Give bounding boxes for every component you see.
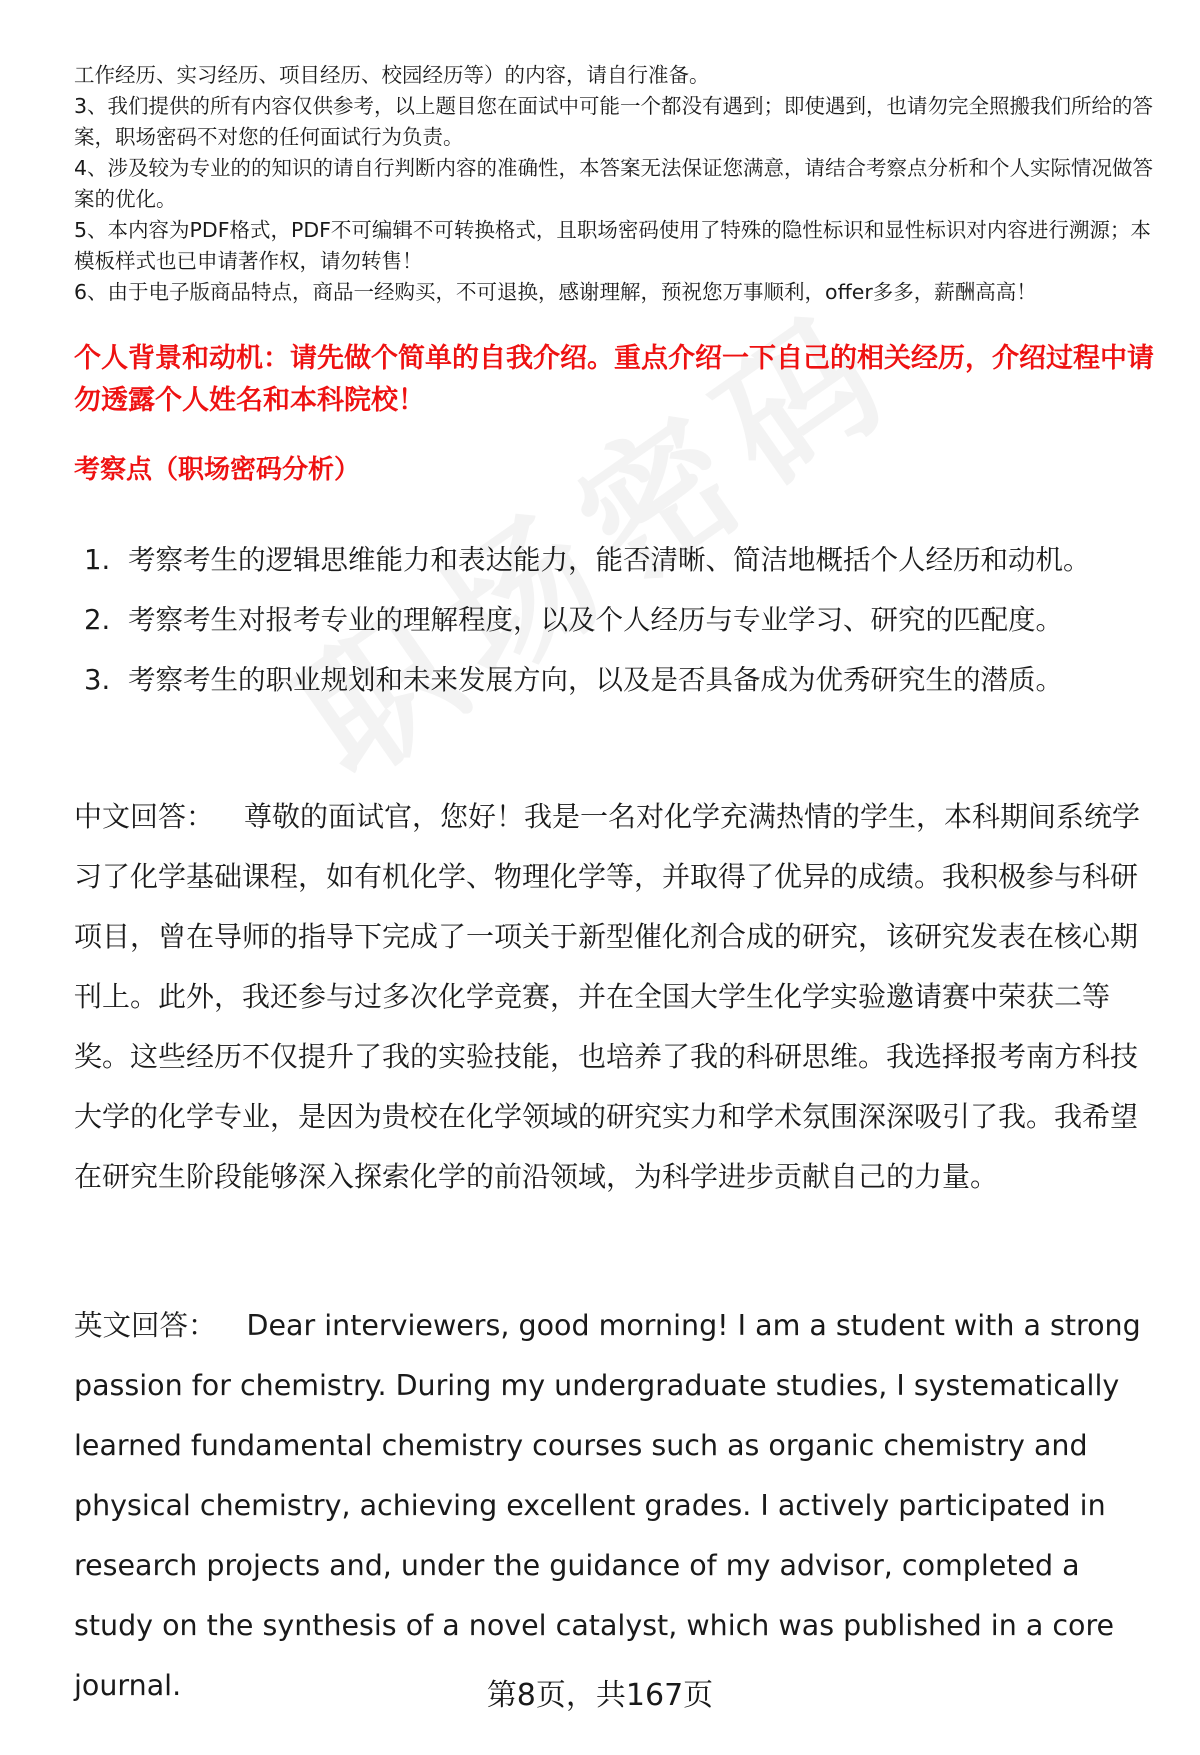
question-heading: 个人背景和动机：请先做个简单的自我介绍。重点介绍一下自己的相关经历，介绍过程中请勿透露个人姓名和本科院校！ — [74, 343, 1154, 416]
point-text: 考察考生的逻辑思维能力和表达能力，能否清晰、简洁地概括个人经历和动机。 — [128, 544, 1091, 576]
chinese-answer-label: 中文回答： — [74, 800, 215, 833]
chinese-answer — [74, 787, 1164, 1207]
note-item: 4、涉及较为专业的的知识的请自行判断内容的准确性，本答案无法保证您满意，请结合考察点分析和个人实际情况做答案的优化。 — [74, 156, 1154, 211]
english-answer — [74, 1296, 1164, 1716]
note-item: 工作经历、实习经历、项目经历、校园经历等）的内容，请自行准备。 — [74, 63, 710, 87]
assessment-point — [84, 590, 1164, 650]
notes-list — [74, 60, 1159, 308]
english-answer-text: Dear interviewers, good morning! I am a student with a strong passion for chemistry. During my undergraduate studies, I systematically learned fundamental chemistry courses such as organic chemistry and physical chemistry, achieving excellent grades. I actively participated in research projects and, under the guidance of my advisor, completed a study on the synthesis of a novel catalyst, which was published in a core journal. — [74, 1309, 1141, 1702]
note-item: 6、由于电子版商品特点，商品一经购买，不可退换，感谢理解，预祝您万事顺利，offer多多，薪酬高高！ — [74, 280, 1037, 304]
section-title: 考察点（职场密码分析） — [74, 455, 361, 485]
note-item: 3、我们提供的所有内容仅供参考，以上题目您在面试中可能一个都没有遇到；即使遇到，也请勿完全照搬我们所给的答案，职场密码不对您的任何面试行为负责。 — [74, 94, 1154, 149]
point-number: 3. — [84, 664, 111, 696]
point-text: 考察考生对报考专业的理解程度，以及个人经历与专业学习、研究的匹配度。 — [128, 604, 1063, 636]
point-text: 考察考生的职业规划和未来发展方向，以及是否具备成为优秀研究生的潜质。 — [128, 664, 1063, 696]
assessment-points — [84, 530, 1164, 710]
point-number: 2. — [84, 604, 111, 636]
point-number: 1. — [84, 544, 111, 576]
english-answer-label: 英文回答： — [74, 1309, 217, 1342]
assessment-point — [84, 530, 1164, 590]
note-item: 5、本内容为PDF格式，PDF不可编辑不可转换格式，且职场密码使用了特殊的隐性标识和显性标识对内容进行溯源；本模板样式也已申请著作权，请勿转售！ — [74, 218, 1151, 273]
chinese-answer-text: 尊敬的面试官，您好！我是一名对化学充满热情的学生，本科期间系统学习了化学基础课程，如有机化学、物理化学等，并取得了优异的成绩。我积极参与科研项目，曾在导师的指导下完成了一项关于新型催化剂合成的研究，该研究发表在核心期刊上。此外，我还参与过多次化学竞赛，并在全国大学生化学实验邀请赛中荣获二等奖。这些经历不仅提升了我的实验技能，也培养了我的科研思维。我选择报考南方科技大学的化学专业，是因为贵校在化学领域的研究实力和学术氛围深深吸引了我。我希望在研究生阶段能够深入探索化学的前沿领域，为科学进步贡献自己的力量。 — [74, 800, 1141, 1193]
assessment-point — [84, 650, 1164, 710]
page-number: 第8页，共167页 — [486, 1678, 714, 1713]
